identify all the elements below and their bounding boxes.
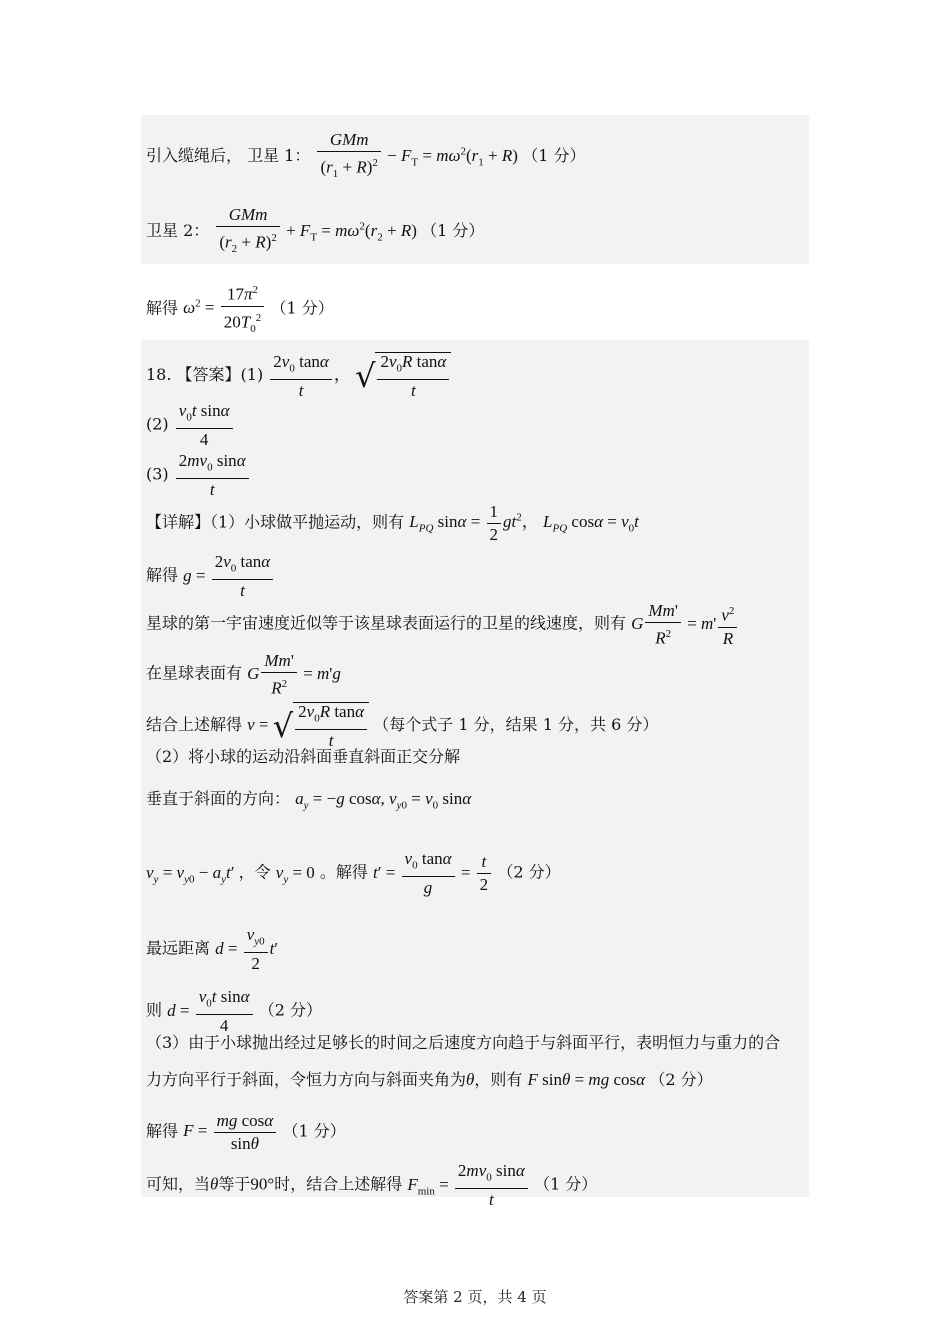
solve-g-line xyxy=(146,553,275,600)
part3-score: （2 分） xyxy=(649,1070,713,1089)
t-prime-equation: t′ = $\frac{v_0 \tan\alpha}{g}$ = $\frac{t}{2}$ xyxy=(373,863,497,882)
satellite2-score: （1 分） xyxy=(421,220,485,240)
surface-text: 在星球表面有 xyxy=(146,663,243,683)
part3-line1 xyxy=(146,1033,780,1053)
g-equation: g = $\frac{2v_0 \tan\alpha}{t}$ xyxy=(183,566,275,585)
omega-solve-label: 解得 xyxy=(146,298,179,318)
vy-line xyxy=(146,850,561,897)
velocity-equation: v = √ $\frac{2v_0R \tan\alpha}{t}$ xyxy=(247,715,373,734)
part3-text2b: ，则有 xyxy=(474,1070,523,1089)
farthest-equation: d = $\frac{v_{y0}}{2}$ t′ xyxy=(215,925,279,974)
eq-satellite2-line xyxy=(146,206,484,258)
then-d-label: 则 xyxy=(146,1000,163,1020)
satellite2-equation: $\frac{\text{GMm}}{(r_2 + R)^2}$ + $F_T = m\omega^2(r_2 + R)$ xyxy=(214,221,421,240)
first-cosmic-text: 星球的第一宇宙速度近似等于该星球表面运行的卫星的线速度，则有 xyxy=(146,613,627,633)
ninety-degrees: 90° xyxy=(250,1174,275,1194)
d-equation: d = $\frac{v_0t \sin\alpha}{4}$ xyxy=(167,1001,259,1020)
combine-score: （每个式子 1 分，结果 1 分，共 6 分） xyxy=(373,715,659,735)
q18-part3-label: (3) xyxy=(146,464,169,484)
projectile-equations: $L_{PQ}$ sinα = $\frac{1}{2}$ $gt^2$， $L_{PQ}$ $\cos\alpha = v_0t$ xyxy=(409,502,639,544)
q18-part2-label: (2) xyxy=(146,414,169,434)
solve-F-line xyxy=(146,1112,346,1153)
combine-text: 结合上述解得 xyxy=(146,715,243,735)
solve-F-label: 解得 xyxy=(146,1121,179,1141)
part3-text1: （3）由于小球抛出经过足够长的时间之后速度方向趋于与斜面平行，表明恒力与重力的合 xyxy=(146,1033,781,1052)
q18-answer-label: 18. 【答案】(1) xyxy=(146,365,264,385)
eq-satellite1-line xyxy=(146,131,585,183)
theta-symbol-2: θ xyxy=(210,1174,219,1194)
part3-text2: 力方向平行于斜面，令恒力方向与斜面夹角为 xyxy=(146,1070,467,1089)
q18-answer1-equation: $\frac{2v_0 \tan\alpha}{t}$ ， √ $\frac{2v_0R \tan\alpha}{t}$ xyxy=(268,365,451,384)
satellite1-equation: $\frac{\text{GMm}}{(r_1 + R)^2}$ − $F_T = m\omega^2(r_1 + R)$ xyxy=(315,146,522,165)
vy-zero: $v_y = 0$ xyxy=(275,862,315,885)
part2-title-text: （2）将小球的运动沿斜面垂直斜面正交分解 xyxy=(146,747,461,766)
detail-line xyxy=(146,503,639,544)
known-mid2: 时，结合上述解得 xyxy=(274,1174,403,1194)
perp-equation: $a_y = -g$ cosα, $v_{y0} = v_0$ sinα xyxy=(295,789,472,812)
q18-part2-line xyxy=(146,402,235,449)
Fmin-equation: $F_{min}$ = $\frac{2mv_0 \sin\alpha}{t}$ xyxy=(407,1175,534,1194)
force-balance-equation: F sinθ = mg cosα xyxy=(527,1070,646,1089)
known-prefix: 可知，当 xyxy=(146,1174,211,1194)
omega-score: （1 分） xyxy=(270,298,334,318)
q18-answer-line xyxy=(146,352,451,400)
F-equation: F = $\frac{\text{mg cosα}}{\sin\theta}$ xyxy=(183,1121,282,1140)
first-cosmic-equation: G $\frac{Mm'}{R^2}$ = m' $\frac{v^2}{R}$ xyxy=(631,614,739,633)
known-mid: 等于 xyxy=(218,1174,251,1194)
solve-g-label: 解得 xyxy=(146,565,179,585)
known-score: （1 分） xyxy=(534,1174,598,1194)
farthest-label: 最远距离 xyxy=(146,938,211,958)
theta-symbol: θ xyxy=(466,1070,475,1089)
part2-title xyxy=(146,747,460,767)
q18-part3-line xyxy=(146,452,251,499)
perp-line xyxy=(146,789,471,815)
page-footer: 答案第 2 页，共 4 页 xyxy=(403,1288,547,1306)
satellite1-score: （1 分） xyxy=(522,145,586,165)
known-line xyxy=(146,1162,597,1209)
farthest-line xyxy=(146,926,278,973)
surface-line xyxy=(146,652,341,698)
surface-equation: G $\frac{Mm'}{R^2}$ = m'g xyxy=(247,651,341,698)
vy-mid-text: ，令 xyxy=(238,862,271,882)
d-score: （2 分） xyxy=(258,1000,323,1020)
vy-solve-text: 。解得 xyxy=(319,862,368,882)
omega-result-line xyxy=(146,281,334,338)
vy-score: （2 分） xyxy=(497,862,561,882)
detail-label: 【详解】（1）小球做平抛运动，则有 xyxy=(146,512,405,532)
then-d-line xyxy=(146,988,322,1035)
part3-line2 xyxy=(146,1070,713,1090)
vy-equation: $v_y = v_{y0} - a_yt'$ xyxy=(146,862,239,885)
omega-equation: $\omega^2$ = $\frac{17\pi^2}{20T_0^2}$ xyxy=(183,298,270,317)
perp-label: 垂直于斜面的方向： xyxy=(146,789,291,808)
combine-line xyxy=(146,702,658,750)
first-cosmic-line xyxy=(146,602,739,648)
solve-F-score: （1 分） xyxy=(282,1121,346,1141)
satellite1-label: 引入缆绳后， 卫星 1： xyxy=(146,145,311,165)
satellite2-label: 卫星 2： xyxy=(146,220,210,240)
q18-answer2-equation: $\frac{v_0t \sin\alpha}{4}$ xyxy=(174,415,235,434)
q18-answer3-equation: $\frac{2mv_0 \sin\alpha}{t}$ xyxy=(174,465,251,484)
